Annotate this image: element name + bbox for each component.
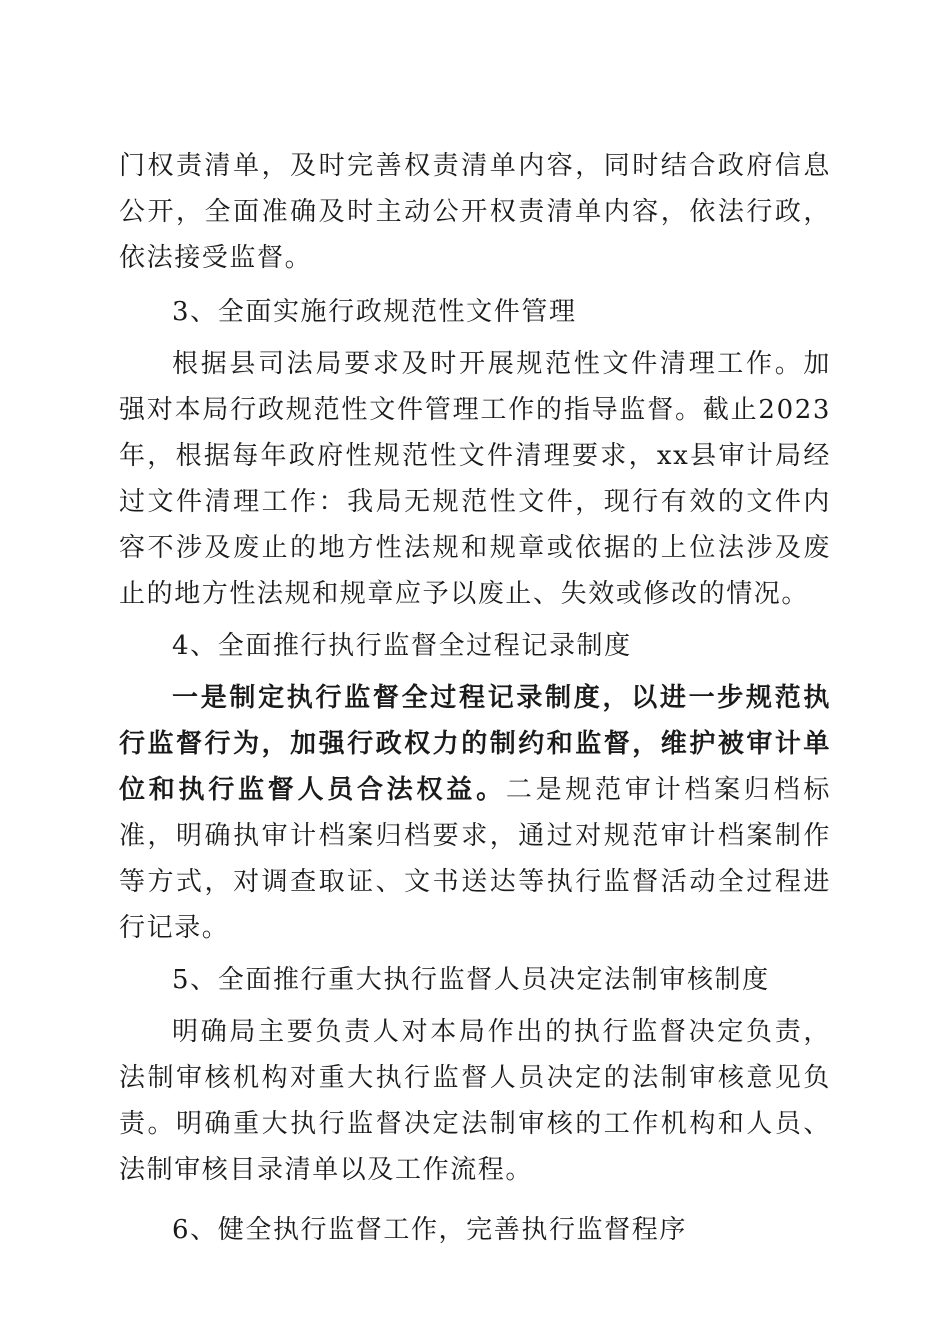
paragraph-normative-documents: 根据县司法局要求及时开展规范性文件清理工作。加强对本局行政规范性文件管理工作的指导监督。截止2023年，根据每年政府性规范性文件清理要求，xx县审计局经过文件清理工作：我局无规范性文件，现行有效的文件内容不涉及废止的地方性法规和规章或依据的上位法涉及废止的地方性法规和规章应予以废止、失效或修改的情况。 [119,349,831,609]
section-heading-6: 6、健全执行监督工作，完善执行监督程序 [172,1215,687,1245]
paragraph-normal-text: 二是规范审计档案归档标准，明确执审计档案归档要求，通过对规范审计档案制作等方式，对调查取证、文书送达等执行监督活动全过程进行记录。 [119,775,831,943]
section-heading-3: 3、全面实施行政规范性文件管理 [172,297,577,327]
paragraph-bold-lead-text: 一是制定执行监督全过程记录制度，以进一步规范执行监督行为，加强行政权力的制约和监督，维护被审计单位和执行监督人员合法权益。 [119,683,831,805]
paragraph-legal-review: 明确局主要负责人对本局作出的执行监督决定负责，法制审核机构对重大执行监督人员决定的法制审核意见负责。明确重大执行监督决定法制审核的工作机构和人员、法制审核目录清单以及工作流程。 [119,1017,831,1185]
section-heading-4: 4、全面推行执行监督全过程记录制度 [172,631,632,661]
paragraph-continued-rights-list: 门权责清单，及时完善权责清单内容，同时结合政府信息公开，全面准确及时主动公开权责清单内容，依法行政，依法接受监督。 [119,151,831,273]
section-heading-5: 5、全面推行重大执行监督人员决定法制审核制度 [172,965,770,995]
document-body [119,143,831,1253]
paragraph-full-process-record [119,675,831,951]
